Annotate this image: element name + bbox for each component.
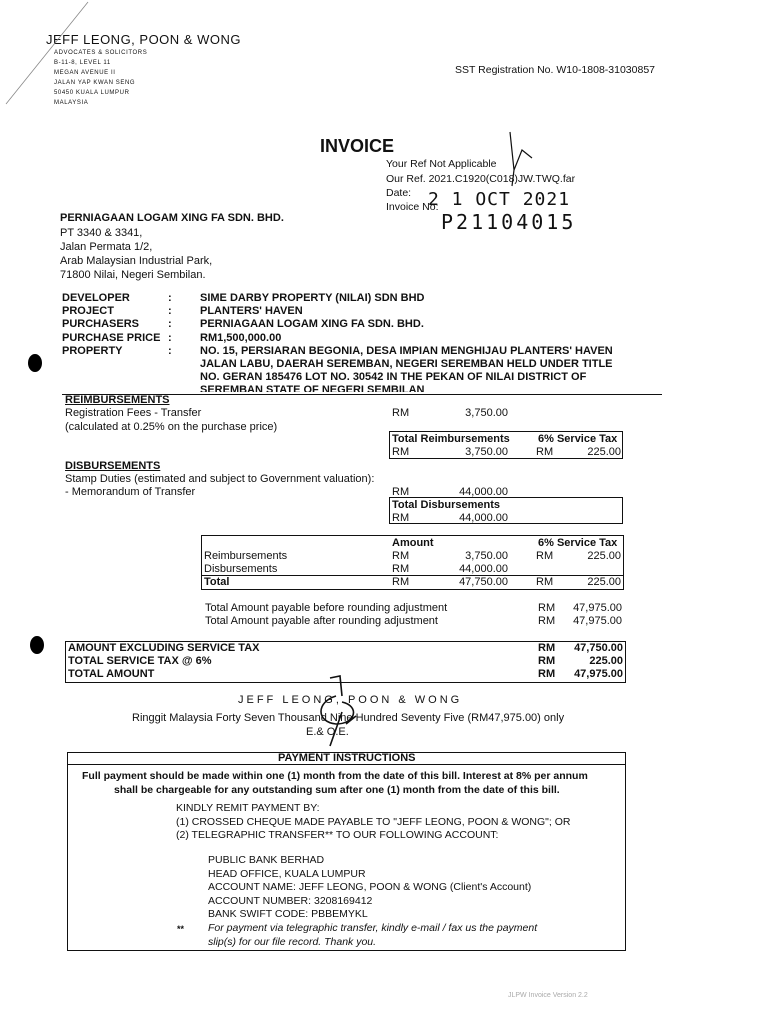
summary-tax-label: 6% Service Tax <box>538 537 618 549</box>
hole-punch-mark <box>30 636 44 654</box>
reimbursements-heading: REIMBURSEMENTS <box>65 394 170 406</box>
firm-name: JEFF LEONG, POON & WONG <box>46 32 241 47</box>
amount-in-words: Ringgit Malaysia Forty Seven Thousand Nine Hundred Seventy Five (RM47,975.00) only <box>132 712 565 724</box>
account-name: ACCOUNT NAME: JEFF LEONG, POON & WONG (Client's Account) <box>208 881 532 894</box>
reimb-tax-amount: 225.00 <box>587 446 621 458</box>
payment-terms-1: Full payment should be made within one (1) month from the date of this bill. Interest at 8% per annum <box>82 770 588 782</box>
reimb-tax-label: 6% Service Tax <box>538 433 618 445</box>
total-disb-label: Total Disbursements <box>392 499 500 511</box>
disbursements-heading: DISBURSEMENTS <box>65 460 161 472</box>
property-line: NO. GERAN 185476 LOT NO. 30542 IN THE PEKAN OF NILAI DISTRICT OF <box>200 371 587 384</box>
remit-label: KINDLY REMIT PAYMENT BY: <box>176 802 320 814</box>
payable-before: 47,975.00 <box>573 602 622 614</box>
account-number: ACCOUNT NUMBER: 3208169412 <box>208 894 373 907</box>
remit-option-1: (1) CROSSED CHEQUE MADE PAYABLE TO "JEFF LEONG, POON & WONG"; OR <box>176 816 571 828</box>
disb-currency: RM <box>392 486 410 498</box>
swift-code: BANK SWIFT CODE: PBBEMYKL <box>208 908 368 921</box>
payable-after: 47,975.00 <box>573 615 622 627</box>
summary-currency: RM <box>392 576 410 588</box>
detail-value: NO. 15, PERSIARAN BEGONIA, DESA IMPIAN MENGHIJAU PLANTERS' HAVEN <box>200 344 613 357</box>
payment-heading-rule <box>67 764 626 765</box>
summary-tax-currency: RM <box>536 550 554 562</box>
colon: : <box>168 305 172 318</box>
payable-after-label: Total Amount payable after rounding adjustment <box>205 615 438 627</box>
summary-row-label: Reimbursements <box>204 550 288 562</box>
totals-label: AMOUNT EXCLUDING SERVICE TAX <box>68 642 260 654</box>
address-line: B-11-8, LEVEL 11 <box>54 60 111 66</box>
remit-option-2: (2) TELEGRAPHIC TRANSFER** TO OUR FOLLOWING ACCOUNT: <box>176 829 499 841</box>
date-label: Date: <box>386 187 412 199</box>
summary-row-label: Disbursements <box>204 563 278 575</box>
property-line: JALAN LABU, DAERAH SEREMBAN, NEGERI SEREMBAN HELD UNDER TITLE <box>200 358 613 371</box>
totals-amount: 47,750.00 <box>574 642 623 654</box>
invoice-number: P21104015 <box>441 210 577 234</box>
detail-value: PERNIAGAAN LOGAM XING FA SDN. BHD. <box>200 318 424 331</box>
colon: : <box>168 318 172 331</box>
colon: : <box>168 344 172 357</box>
colon: : <box>168 331 172 344</box>
payable-before-label: Total Amount payable before rounding adjustment <box>205 602 448 614</box>
payable-currency: RM <box>538 602 556 614</box>
client-address <box>60 226 212 282</box>
our-ref: Our Ref. 2021.C1920(C018)JW.TWQ.far <box>386 173 576 185</box>
eoe: E.& O.E. <box>306 726 349 738</box>
client-name: PERNIAGAAN LOGAM XING FA SDN. BHD. <box>60 212 284 224</box>
address-line: MALAYSIA <box>54 100 89 106</box>
payable-currency: RM <box>538 615 556 627</box>
footnote-stars: ** <box>177 924 185 934</box>
detail-value: RM1,500,000.00 <box>200 331 282 344</box>
summary-amount: 44,000.00 <box>459 563 508 575</box>
summary-tax: 225.00 <box>587 550 621 562</box>
reimb-tax-currency: RM <box>536 446 554 458</box>
signature-firm: JEFF LEONG, POON & WONG <box>238 694 463 706</box>
detail-label: PROJECT <box>62 305 114 318</box>
signature-mark <box>500 130 540 190</box>
summary-currency: RM <box>392 550 410 562</box>
detail-colons <box>168 292 172 358</box>
totals-label: TOTAL AMOUNT <box>68 668 155 680</box>
totals-currency: RM <box>538 642 556 654</box>
total-reimb-currency: RM <box>392 446 410 458</box>
totals-currency: RM <box>538 655 556 667</box>
summary-tax-currency: RM <box>536 576 554 588</box>
detail-label: PURCHASERS <box>62 318 140 331</box>
totals-amount: 47,975.00 <box>574 668 623 680</box>
detail-value: SIME DARBY PROPERTY (NILAI) SDN BHD <box>200 292 425 304</box>
signature-scribble <box>296 672 376 752</box>
totals-currency: RM <box>538 668 556 680</box>
summary-amount-label: Amount <box>392 537 434 549</box>
address-line: MEGAN AVENUE II <box>54 70 116 76</box>
reimb-item: Registration Fees - Transfer <box>65 407 202 419</box>
sst-registration: SST Registration No. W10-1808-31030857 <box>455 64 656 76</box>
tt-note-2: slip(s) for our file record. Thank you. <box>208 935 377 948</box>
total-disb-currency: RM <box>392 512 410 524</box>
property-line: SEREMBAN STATE OF NEGERI SEMBILAN <box>200 384 425 393</box>
bank-details <box>208 854 537 949</box>
client-address-line: Jalan Permata 1/2, <box>60 241 153 253</box>
reimb-amount: 3,750.00 <box>465 407 508 419</box>
invoice-no-label: Invoice No: <box>386 201 439 213</box>
hole-punch-mark <box>28 354 42 372</box>
detail-value: PLANTERS' HAVEN <box>200 305 303 318</box>
detail-values <box>200 292 613 392</box>
tt-note-1: For payment via telegraphic transfer, kindly e-mail / fax us the payment <box>208 921 538 934</box>
logo-diagonal-line <box>0 0 90 110</box>
address-line: 50450 KUALA LUMPUR <box>54 90 130 96</box>
detail-label: PROPERTY <box>62 344 123 357</box>
total-disb-amount: 44,000.00 <box>459 512 508 524</box>
summary-row-label: Total <box>204 576 230 588</box>
total-reimb-amount: 3,750.00 <box>465 446 508 458</box>
disb-amount: 44,000.00 <box>459 486 508 498</box>
reimb-note: (calculated at 0.25% on the purchase price) <box>65 421 278 433</box>
disb-sub: - Memorandum of Transfer <box>65 486 196 498</box>
detail-label: DEVELOPER <box>62 292 130 304</box>
payment-terms-2: shall be chargeable for any outstanding sum after one (1) month from the date of this bill. <box>114 784 560 796</box>
summary-currency: RM <box>392 563 410 575</box>
payment-heading: PAYMENT INSTRUCTIONS <box>278 752 416 764</box>
total-reimb-label: Total Reimbursements <box>392 433 510 445</box>
address-line: ADVOCATES & SOLICITORS <box>54 50 148 56</box>
invoice-title: INVOICE <box>320 136 395 156</box>
footer-version: JLPW Invoice Version 2.2 <box>508 992 588 999</box>
colon: : <box>168 292 172 304</box>
summary-amount: 3,750.00 <box>465 550 508 562</box>
address-line: JALAN YAP KWAN SENG <box>54 80 136 86</box>
bank-branch: HEAD OFFICE, KUALA LUMPUR <box>208 867 366 880</box>
disb-item: Stamp Duties (estimated and subject to Government valuation): <box>65 473 375 485</box>
detail-label: PURCHASE PRICE <box>62 331 161 344</box>
reimb-currency: RM <box>392 407 410 419</box>
summary-tax: 225.00 <box>587 576 621 588</box>
bank-name: PUBLIC BANK BERHAD <box>208 854 325 866</box>
detail-labels <box>62 292 160 358</box>
client-address-line: 71800 Nilai, Negeri Sembilan. <box>60 269 206 281</box>
date-stamp: 2 1 OCT 2021 <box>428 189 571 210</box>
summary-amount: 47,750.00 <box>459 576 508 588</box>
client-address-line: PT 3340 & 3341, <box>60 227 143 239</box>
totals-amount: 225.00 <box>589 655 623 667</box>
totals-label: TOTAL SERVICE TAX @ 6% <box>68 655 212 667</box>
your-ref: Your Ref Not Applicable <box>386 158 497 170</box>
client-address-line: Arab Malaysian Industrial Park, <box>60 255 213 267</box>
